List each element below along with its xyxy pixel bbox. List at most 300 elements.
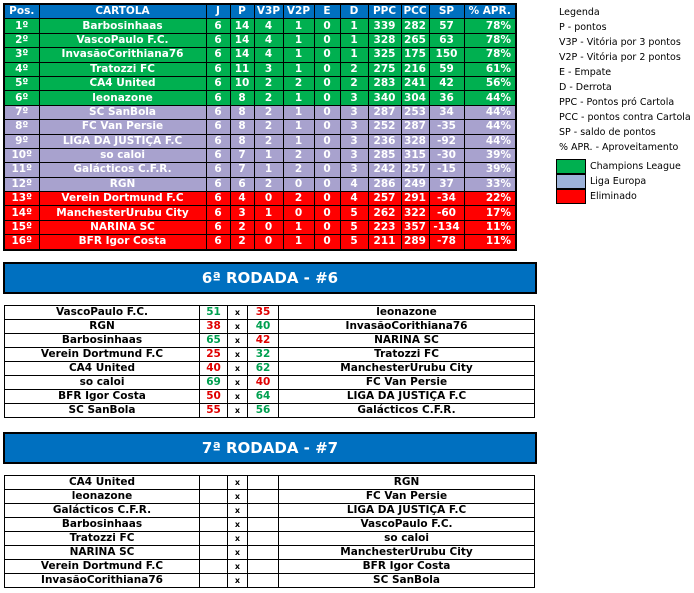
cell-p: 4 bbox=[230, 192, 254, 206]
versus-separator: x bbox=[228, 546, 248, 560]
round-6-matches bbox=[4, 305, 535, 418]
table-row bbox=[4, 177, 516, 191]
zone-label: Champions League bbox=[590, 161, 681, 172]
away-team: NARINA SC bbox=[279, 334, 535, 348]
cell-name: VascoPaulo F.C. bbox=[39, 33, 206, 47]
cell-d: 3 bbox=[340, 91, 368, 105]
cell-j: 6 bbox=[206, 33, 230, 47]
cell-name: Barbosinhaas bbox=[39, 19, 206, 33]
cell-pcc: 357 bbox=[401, 220, 429, 234]
cell-e: 0 bbox=[314, 105, 340, 119]
home-score: 55 bbox=[200, 404, 228, 418]
cell-pcc: 287 bbox=[401, 120, 429, 134]
cell-j: 6 bbox=[206, 177, 230, 191]
away-score: 42 bbox=[248, 334, 279, 348]
column-header: SP bbox=[429, 4, 464, 19]
cell-v2p: 2 bbox=[283, 76, 314, 90]
cell-d: 3 bbox=[340, 134, 368, 148]
cell-ppc: 223 bbox=[368, 220, 401, 234]
color-swatch bbox=[556, 174, 586, 189]
away-team: BFR Igor Costa bbox=[279, 560, 535, 574]
cell-e: 0 bbox=[314, 206, 340, 220]
away-team: SC SanBola bbox=[279, 574, 535, 588]
cell-sp: 36 bbox=[429, 91, 464, 105]
versus-separator: x bbox=[228, 376, 248, 390]
home-team: leonazone bbox=[5, 490, 200, 504]
away-team: ManchesterUrubu City bbox=[279, 362, 535, 376]
match-row bbox=[5, 362, 535, 376]
cell-apr: 33% bbox=[464, 177, 516, 191]
cell-e: 0 bbox=[314, 76, 340, 90]
cell-pos: 9º bbox=[4, 134, 39, 148]
cell-pos: 3º bbox=[4, 48, 39, 62]
versus-separator: x bbox=[228, 404, 248, 418]
versus-separator: x bbox=[228, 504, 248, 518]
home-score: 38 bbox=[200, 320, 228, 334]
away-score: 40 bbox=[248, 376, 279, 390]
away-score bbox=[248, 490, 279, 504]
cell-sp: 59 bbox=[429, 62, 464, 76]
cell-j: 6 bbox=[206, 91, 230, 105]
cell-name: FC Van Persie bbox=[39, 120, 206, 134]
cell-ppc: 236 bbox=[368, 134, 401, 148]
cell-v3p: 1 bbox=[254, 206, 283, 220]
cell-d: 2 bbox=[340, 62, 368, 76]
versus-separator: x bbox=[228, 334, 248, 348]
cell-d: 1 bbox=[340, 33, 368, 47]
cell-p: 7 bbox=[230, 148, 254, 162]
cell-v2p: 0 bbox=[283, 177, 314, 191]
match-row bbox=[5, 490, 535, 504]
away-score bbox=[248, 518, 279, 532]
away-score: 32 bbox=[248, 348, 279, 362]
cell-apr: 39% bbox=[464, 163, 516, 177]
home-team: SC SanBola bbox=[5, 404, 200, 418]
away-score bbox=[248, 574, 279, 588]
cell-p: 3 bbox=[230, 206, 254, 220]
cell-pos: 12º bbox=[4, 177, 39, 191]
column-header: % APR. bbox=[464, 4, 516, 19]
cell-v3p: 2 bbox=[254, 134, 283, 148]
cell-sp: -60 bbox=[429, 206, 464, 220]
legend-item: E - Empate bbox=[559, 67, 612, 78]
match-row bbox=[5, 376, 535, 390]
match-row bbox=[5, 532, 535, 546]
cell-ppc: 283 bbox=[368, 76, 401, 90]
table-row bbox=[4, 206, 516, 220]
home-team: BFR Igor Costa bbox=[5, 390, 200, 404]
versus-separator: x bbox=[228, 476, 248, 490]
cell-sp: 34 bbox=[429, 105, 464, 119]
cell-p: 11 bbox=[230, 62, 254, 76]
away-score bbox=[248, 532, 279, 546]
legend-item: V3P - Vitória por 3 pontos bbox=[559, 37, 681, 48]
column-header: CARTOLA bbox=[39, 4, 206, 19]
match-row bbox=[5, 320, 535, 334]
home-team: so caloi bbox=[5, 376, 200, 390]
cell-j: 6 bbox=[206, 148, 230, 162]
cell-pos: 15º bbox=[4, 220, 39, 234]
cell-d: 5 bbox=[340, 206, 368, 220]
cell-name: leonazone bbox=[39, 91, 206, 105]
cell-pcc: 315 bbox=[401, 148, 429, 162]
cell-p: 8 bbox=[230, 120, 254, 134]
cell-pos: 6º bbox=[4, 91, 39, 105]
cell-pos: 10º bbox=[4, 148, 39, 162]
cell-j: 6 bbox=[206, 76, 230, 90]
away-team: LIGA DA JUSTIÇA F.C bbox=[279, 390, 535, 404]
cell-v2p: 2 bbox=[283, 163, 314, 177]
cell-d: 5 bbox=[340, 235, 368, 250]
cell-pcc: 291 bbox=[401, 192, 429, 206]
versus-separator: x bbox=[228, 320, 248, 334]
cell-pcc: 265 bbox=[401, 33, 429, 47]
match-row bbox=[5, 348, 535, 362]
versus-separator: x bbox=[228, 390, 248, 404]
cell-pcc: 216 bbox=[401, 62, 429, 76]
cell-pcc: 241 bbox=[401, 76, 429, 90]
home-score: 40 bbox=[200, 362, 228, 376]
column-header: PPC bbox=[368, 4, 401, 19]
cell-v2p: 1 bbox=[283, 62, 314, 76]
legend-item: PPC - Pontos pró Cartola bbox=[559, 97, 675, 108]
cell-pos: 16º bbox=[4, 235, 39, 250]
cell-apr: 78% bbox=[464, 33, 516, 47]
cell-pos: 14º bbox=[4, 206, 39, 220]
home-team: Barbosinhaas bbox=[5, 334, 200, 348]
cell-j: 6 bbox=[206, 163, 230, 177]
cell-d: 4 bbox=[340, 192, 368, 206]
cell-pcc: 249 bbox=[401, 177, 429, 191]
cell-e: 0 bbox=[314, 33, 340, 47]
cell-p: 8 bbox=[230, 134, 254, 148]
cell-name: BFR Igor Costa bbox=[39, 235, 206, 250]
legend-item: V2P - Vitória por 2 pontos bbox=[559, 52, 681, 63]
round-7-title: 7ª RODADA - #7 bbox=[3, 432, 537, 464]
versus-separator: x bbox=[228, 574, 248, 588]
round-6-title: 6ª RODADA - #6 bbox=[3, 262, 537, 294]
cell-j: 6 bbox=[206, 134, 230, 148]
cell-j: 6 bbox=[206, 206, 230, 220]
cell-d: 1 bbox=[340, 48, 368, 62]
cell-apr: 61% bbox=[464, 62, 516, 76]
cell-name: Tratozzi FC bbox=[39, 62, 206, 76]
cell-apr: 17% bbox=[464, 206, 516, 220]
cell-p: 2 bbox=[230, 235, 254, 250]
cell-v2p: 1 bbox=[283, 134, 314, 148]
away-team: Galácticos C.F.R. bbox=[279, 404, 535, 418]
round-7-matches bbox=[4, 475, 535, 588]
cell-d: 1 bbox=[340, 19, 368, 33]
cell-apr: 44% bbox=[464, 91, 516, 105]
cell-v3p: 4 bbox=[254, 19, 283, 33]
cell-d: 3 bbox=[340, 163, 368, 177]
home-score bbox=[200, 560, 228, 574]
cell-v3p: 2 bbox=[254, 177, 283, 191]
cell-e: 0 bbox=[314, 134, 340, 148]
cell-ppc: 211 bbox=[368, 235, 401, 250]
cell-sp: 57 bbox=[429, 19, 464, 33]
cell-sp: -92 bbox=[429, 134, 464, 148]
zone-legend-item bbox=[556, 159, 681, 174]
cell-ppc: 328 bbox=[368, 33, 401, 47]
legend-item: SP - saldo de pontos bbox=[559, 127, 656, 138]
cell-ppc: 242 bbox=[368, 163, 401, 177]
cell-pos: 1º bbox=[4, 19, 39, 33]
cell-pos: 5º bbox=[4, 76, 39, 90]
cell-apr: 22% bbox=[464, 192, 516, 206]
home-score: 65 bbox=[200, 334, 228, 348]
cell-v2p: 1 bbox=[283, 33, 314, 47]
away-score: 64 bbox=[248, 390, 279, 404]
table-row bbox=[4, 105, 516, 119]
cell-p: 7 bbox=[230, 163, 254, 177]
legend bbox=[559, 5, 691, 155]
home-team: RGN bbox=[5, 320, 200, 334]
cell-v3p: 0 bbox=[254, 235, 283, 250]
cell-name: CA4 United bbox=[39, 76, 206, 90]
away-team: so caloi bbox=[279, 532, 535, 546]
match-row bbox=[5, 518, 535, 532]
cell-apr: 39% bbox=[464, 148, 516, 162]
match-row bbox=[5, 574, 535, 588]
cell-v2p: 1 bbox=[283, 235, 314, 250]
home-score: 50 bbox=[200, 390, 228, 404]
cell-e: 0 bbox=[314, 235, 340, 250]
cell-ppc: 339 bbox=[368, 19, 401, 33]
cell-e: 0 bbox=[314, 148, 340, 162]
zone-label: Liga Europa bbox=[590, 176, 647, 187]
away-team: FC Van Persie bbox=[279, 376, 535, 390]
home-team: Tratozzi FC bbox=[5, 532, 200, 546]
table-row bbox=[4, 192, 516, 206]
away-team: ManchesterUrubu City bbox=[279, 546, 535, 560]
cell-pos: 4º bbox=[4, 62, 39, 76]
cell-v2p: 1 bbox=[283, 19, 314, 33]
table-row bbox=[4, 120, 516, 134]
zone-legend-item bbox=[556, 174, 681, 189]
color-swatch bbox=[556, 189, 586, 204]
home-score bbox=[200, 504, 228, 518]
cell-name: Galácticos C.F.R. bbox=[39, 163, 206, 177]
cell-pos: 2º bbox=[4, 33, 39, 47]
away-team: VascoPaulo F.C. bbox=[279, 518, 535, 532]
home-score bbox=[200, 532, 228, 546]
table-row bbox=[4, 76, 516, 90]
cell-p: 8 bbox=[230, 105, 254, 119]
cell-ppc: 340 bbox=[368, 91, 401, 105]
cell-j: 6 bbox=[206, 192, 230, 206]
home-score bbox=[200, 574, 228, 588]
cell-ppc: 287 bbox=[368, 105, 401, 119]
away-score: 35 bbox=[248, 306, 279, 320]
table-row bbox=[4, 148, 516, 162]
home-score bbox=[200, 518, 228, 532]
cell-sp: 42 bbox=[429, 76, 464, 90]
match-row bbox=[5, 560, 535, 574]
cell-v2p: 0 bbox=[283, 206, 314, 220]
cell-d: 3 bbox=[340, 105, 368, 119]
cell-v2p: 1 bbox=[283, 220, 314, 234]
away-score bbox=[248, 476, 279, 490]
column-header: D bbox=[340, 4, 368, 19]
home-team: CA4 United bbox=[5, 362, 200, 376]
match-row bbox=[5, 476, 535, 490]
cell-pos: 7º bbox=[4, 105, 39, 119]
column-header: V3P bbox=[254, 4, 283, 19]
legend-item: P - pontos bbox=[559, 22, 607, 33]
legend-item: % APR. - Aproveitamento bbox=[559, 142, 679, 153]
cell-pcc: 304 bbox=[401, 91, 429, 105]
cell-j: 6 bbox=[206, 19, 230, 33]
zone-legend-item bbox=[556, 189, 681, 204]
table-row bbox=[4, 48, 516, 62]
cell-p: 2 bbox=[230, 220, 254, 234]
zone-label: Eliminado bbox=[590, 191, 637, 202]
cell-sp: 63 bbox=[429, 33, 464, 47]
cell-ppc: 252 bbox=[368, 120, 401, 134]
match-row bbox=[5, 334, 535, 348]
match-row bbox=[5, 504, 535, 518]
cell-j: 6 bbox=[206, 62, 230, 76]
cell-pcc: 282 bbox=[401, 19, 429, 33]
away-team: Tratozzi FC bbox=[279, 348, 535, 362]
cell-e: 0 bbox=[314, 192, 340, 206]
cell-apr: 44% bbox=[464, 134, 516, 148]
home-team: InvasãoCorithiana76 bbox=[5, 574, 200, 588]
color-swatch bbox=[556, 159, 586, 174]
home-score bbox=[200, 476, 228, 490]
cell-apr: 11% bbox=[464, 220, 516, 234]
versus-separator: x bbox=[228, 560, 248, 574]
cell-name: InvasãoCorithiana76 bbox=[39, 48, 206, 62]
away-score: 62 bbox=[248, 362, 279, 376]
home-team: Verein Dortmund F.C bbox=[5, 560, 200, 574]
legend-item: Legenda bbox=[559, 7, 600, 18]
cell-v2p: 1 bbox=[283, 105, 314, 119]
home-score: 51 bbox=[200, 306, 228, 320]
cell-v2p: 2 bbox=[283, 192, 314, 206]
away-team: FC Van Persie bbox=[279, 490, 535, 504]
cell-apr: 56% bbox=[464, 76, 516, 90]
legend-item: PCC - pontos contra Cartola bbox=[559, 112, 691, 123]
home-team: Barbosinhaas bbox=[5, 518, 200, 532]
table-row bbox=[4, 91, 516, 105]
cell-p: 8 bbox=[230, 91, 254, 105]
versus-separator: x bbox=[228, 348, 248, 362]
home-score bbox=[200, 490, 228, 504]
cell-pcc: 253 bbox=[401, 105, 429, 119]
away-score: 40 bbox=[248, 320, 279, 334]
cell-pos: 13º bbox=[4, 192, 39, 206]
match-row bbox=[5, 546, 535, 560]
cell-j: 6 bbox=[206, 105, 230, 119]
cell-v3p: 1 bbox=[254, 148, 283, 162]
match-row bbox=[5, 306, 535, 320]
table-row bbox=[4, 220, 516, 234]
versus-separator: x bbox=[228, 532, 248, 546]
versus-separator: x bbox=[228, 490, 248, 504]
cell-sp: 150 bbox=[429, 48, 464, 62]
cell-name: LIGA DA JUSTIÇA F.C bbox=[39, 134, 206, 148]
cell-apr: 44% bbox=[464, 120, 516, 134]
cell-ppc: 285 bbox=[368, 148, 401, 162]
table-row bbox=[4, 134, 516, 148]
cell-v3p: 4 bbox=[254, 48, 283, 62]
table-row bbox=[4, 33, 516, 47]
away-score bbox=[248, 560, 279, 574]
cell-apr: 44% bbox=[464, 105, 516, 119]
cell-e: 0 bbox=[314, 220, 340, 234]
cell-v3p: 2 bbox=[254, 91, 283, 105]
cell-apr: 11% bbox=[464, 235, 516, 250]
cell-v2p: 1 bbox=[283, 91, 314, 105]
cell-d: 5 bbox=[340, 220, 368, 234]
cell-p: 14 bbox=[230, 48, 254, 62]
home-team: CA4 United bbox=[5, 476, 200, 490]
match-row bbox=[5, 390, 535, 404]
cell-sp: -134 bbox=[429, 220, 464, 234]
table-row bbox=[4, 235, 516, 250]
cell-d: 3 bbox=[340, 148, 368, 162]
cell-e: 0 bbox=[314, 19, 340, 33]
away-score: 56 bbox=[248, 404, 279, 418]
column-header: J bbox=[206, 4, 230, 19]
home-team: VascoPaulo F.C. bbox=[5, 306, 200, 320]
cell-j: 6 bbox=[206, 235, 230, 250]
cell-e: 0 bbox=[314, 163, 340, 177]
cell-v3p: 2 bbox=[254, 120, 283, 134]
away-team: InvasãoCorithiana76 bbox=[279, 320, 535, 334]
cell-v2p: 1 bbox=[283, 48, 314, 62]
away-score bbox=[248, 504, 279, 518]
cell-pos: 8º bbox=[4, 120, 39, 134]
cell-pcc: 175 bbox=[401, 48, 429, 62]
cell-v2p: 2 bbox=[283, 148, 314, 162]
home-team: Verein Dortmund F.C bbox=[5, 348, 200, 362]
home-score: 69 bbox=[200, 376, 228, 390]
cell-j: 6 bbox=[206, 120, 230, 134]
away-team: LIGA DA JUSTIÇA F.C bbox=[279, 504, 535, 518]
table-row bbox=[4, 163, 516, 177]
cell-p: 6 bbox=[230, 177, 254, 191]
cell-p: 14 bbox=[230, 33, 254, 47]
column-header: Pos. bbox=[4, 4, 39, 19]
cell-d: 2 bbox=[340, 76, 368, 90]
home-score bbox=[200, 546, 228, 560]
cell-ppc: 262 bbox=[368, 206, 401, 220]
away-team: leonazone bbox=[279, 306, 535, 320]
cell-pcc: 257 bbox=[401, 163, 429, 177]
cell-v3p: 0 bbox=[254, 220, 283, 234]
cell-p: 14 bbox=[230, 19, 254, 33]
cell-name: so caloi bbox=[39, 148, 206, 162]
match-row bbox=[5, 404, 535, 418]
table-row bbox=[4, 19, 516, 33]
cell-e: 0 bbox=[314, 177, 340, 191]
cell-sp: -78 bbox=[429, 235, 464, 250]
cell-e: 0 bbox=[314, 48, 340, 62]
cell-v3p: 1 bbox=[254, 163, 283, 177]
versus-separator: x bbox=[228, 518, 248, 532]
zone-legend bbox=[556, 159, 681, 204]
column-header: V2P bbox=[283, 4, 314, 19]
cell-v3p: 4 bbox=[254, 33, 283, 47]
cell-j: 6 bbox=[206, 220, 230, 234]
cell-sp: -30 bbox=[429, 148, 464, 162]
cell-e: 0 bbox=[314, 91, 340, 105]
cell-v3p: 2 bbox=[254, 76, 283, 90]
